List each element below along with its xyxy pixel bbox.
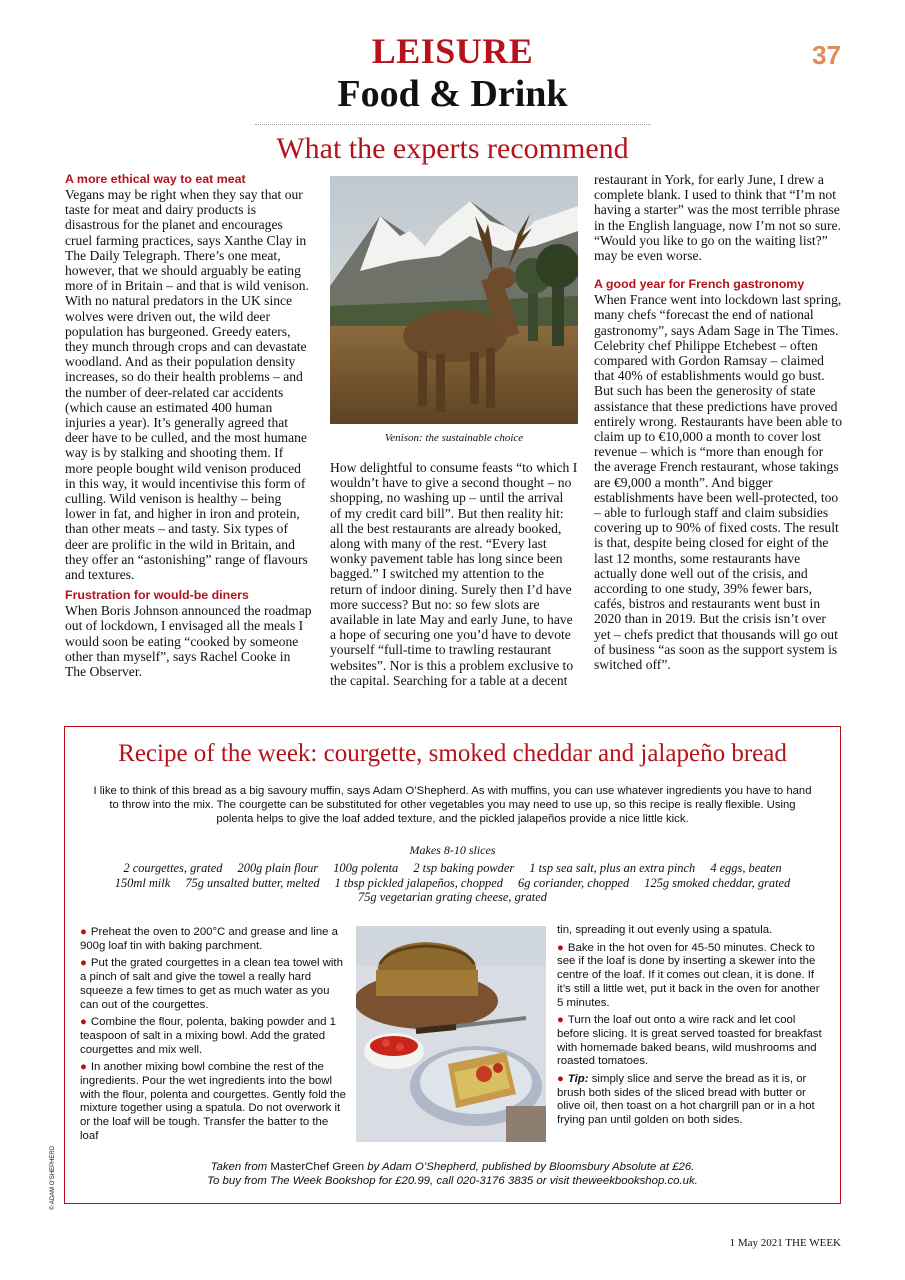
- recipe-intro: I like to think of this bread as a big savoury muffin, says Adam O’Shepherd. As with muffins, you can use whatever ingredients you have to hand to throw into the mix. The courgette can be substituted for other vegetables you may need to use up, so this recipe is really flexible. Using polenta helps to give the loaf added texture, and the pickled jalapeños provide a nice little kick.: [93, 785, 812, 825]
- ingredient-item: 200g plain flour: [237, 861, 319, 875]
- ingredient-list: [90, 861, 815, 905]
- ingredient-item: 125g smoked cheddar, grated: [644, 875, 791, 890]
- courgette-bread-photo: [356, 926, 546, 1142]
- ingredient-item: 2 tsp baking powder: [413, 861, 515, 875]
- recipe-step: ● Bake in the hot oven for 45-50 minutes. Check to see if the loaf is done by inserting a skewer into the centre of the loaf. If it comes out clean, it is done. If it’s still a little wet, put it back in the oven for another 5 minutes.: [557, 941, 820, 1009]
- bullet-icon: ●: [80, 926, 87, 938]
- recipe-steps-right: [557, 924, 827, 1132]
- tip-label: Tip:: [567, 1073, 589, 1086]
- ingredient-item: 150ml milk: [114, 875, 171, 890]
- bullet-icon: ●: [80, 957, 87, 970]
- ingredient-item: 6g coriander, chopped: [518, 875, 630, 890]
- dotted-divider: [255, 124, 651, 125]
- subsection-title: Food & Drink: [337, 73, 568, 115]
- column-left: [65, 172, 313, 679]
- recipe-step-continuation: tin, spreading it out evenly using a spatula.: [557, 924, 773, 936]
- recipe-step: ● In another mixing bowl combine the rest of the ingredients. Pour the wet ingredients into the bowl with the flour, polenta and courgettes. Gently fold the mixture together using a spatula. Do not overwork it or the loaf will be tough. Transfer the batter to the loaf: [80, 1061, 346, 1142]
- book-title: MasterChef Green: [270, 1161, 365, 1173]
- bullet-icon: ●: [80, 1016, 87, 1029]
- section-title: LEISURE: [371, 31, 534, 71]
- ingredient-item: 2 courgettes, grated: [123, 861, 223, 875]
- recipe-step: ● Turn the loaf out onto a wire rack and let cool before slicing. It is great served toasted for breakfast with homemade baked beans, wild mushrooms and roasted tomatoes.: [557, 1014, 822, 1068]
- article-subhead-would-be-diners: Frustration for would-be diners: [65, 588, 249, 603]
- page-headline: What the experts recommend: [276, 132, 629, 165]
- book-credit: Taken from MasterChef Green by Adam O’Shepherd, published by Bloomsbury Absolute at £26. To buy from The Week Bookshop for £20.99, call 020-3176 3835 or visit theweekbookshop.co.uk.: [207, 1161, 698, 1187]
- article-body-would-be-diners-part1: When Boris Johnson announced the roadmap out of lockdown, I envisaged all the meals I would soon be eating “cooked by someone other than myself”, says Rachel Cooke in The Observer.: [65, 603, 312, 680]
- article-body-would-be-diners-part3: restaurant in York, for early June, I drew a complete blank. I used to think that “I’m not having a starter” was the most terrible phrase in the English language, now I’m not so sure. “Would you like to go on the waiting list?” may be even worse.: [594, 172, 841, 264]
- ingredient-item: 100g polenta: [333, 861, 399, 875]
- recipe-tip: ● Tip: simply slice and serve the bread as it is, or brush both sides of the sliced bread with butter or olive oil, then toast on a hot chargrill pan or in a hot frying pan until golden on both sides.: [557, 1073, 815, 1127]
- recipe-step: ● Put the grated courgettes in a clean tea towel with a pinch of salt and give the towel a really hard squeeze a few times to get as much water as you can out of the courgettes.: [80, 957, 343, 1011]
- bullet-icon: ●: [80, 1061, 87, 1074]
- ingredient-item: 75g unsalted butter, melted: [185, 875, 320, 890]
- column-right: [594, 172, 842, 672]
- page-footer: 1 May 2021 THE WEEK: [729, 1237, 841, 1249]
- recipe-title: Recipe of the week: courgette, smoked cheddar and jalapeño bread: [118, 740, 787, 767]
- article-subhead-french-gastronomy: A good year for French gastronomy: [594, 277, 805, 292]
- photo-credit: © ADAM O’SHEPHERD: [50, 1145, 56, 1210]
- ingredient-item: 4 eggs, beaten: [710, 861, 782, 875]
- article-body-would-be-diners-part2: How delightful to consume feasts “to which I wouldn’t have to give a second thought – no shopping, no washing up – until the arrival of my credit card bill”. But then reality hit: all the best restaurants are already booked, along with many of the rest. “Every last wonky pavement table has long since been bagged.” I switched my attention to the return of indoor dining. Surely then I’d have more success? But no: so few slots are available in late May and early June, to have a hope of securing one you’d have to devote yourself “full-time to trawling restaurant websites”. Nor is this a problem exclusive to the capital. Searching for a table at a decent: [330, 460, 578, 688]
- photo-caption: Venison: the sustainable choice: [384, 432, 524, 444]
- recipe-step: ● Preheat the oven to 200°C and grease and line a 900g loaf tin with baking parchment.: [80, 926, 338, 952]
- recipe-yield: Makes 8-10 slices: [409, 843, 496, 857]
- article-body-french-gastronomy: When France went into lockdown last spring, many chefs “forecast the end of national gastronomy”, says Adam Sage in The Times. Celebrity chef Philippe Etchebest – often compared with Gordon Ramsay – claimed that 40% of establishments would go bust. But such has been the generosity of state assistance that these predictions have proved entirely wrong. Restaurants have been able to claim up to €10,000 a month to cover lost revenue – which is “more than enough for the average French restaurant, whose takings are €9,000 a month”. And bigger establishments have been well-protected, too – able to furlough staff and claim subsidies covering up to 90% of fixed costs. The result is that, despite being closed for eight of the last 12 months, some restaurants have actually done well out of the crisis, and according to one study, 39% fewer bars, cafés, bistros and restaurants went bust in 2020 than in 2019. But the crisis isn’t over yet – chefs predict that thousands will go out of business “as soon as the support system is switched off”.: [594, 292, 842, 673]
- column-middle: [330, 460, 578, 688]
- ingredient-item: 1 tbsp pickled jalapeños, chopped: [334, 875, 503, 890]
- article-body-ethical-meat: Vegans may be right when they say that our taste for meat and dairy products is disastrous for the planet and encourages cruel farming practices, says Xanthe Clay in The Daily Telegraph. There’s one meat, however, that we should arguably be eating more of in Britain – and that is wild venison. With no natural predators in the UK since wolves were driven out, the wild deer population has burgeoned. Greedy eaters, they munch through crops and can devastate woodland. And as their population density increases, so do their health problems – and the number of deer-related car accidents (which cause an estimated 400 human injuries a year). It’s generally agreed that deer have to be culled, and the most humane way is by stalking and shooting them. If more people bought wild venison produced in this way, it would incentivise this form of culling. Wild venison is healthy – being lower in fat, and higher in iron and protein, than other meats – and tasty. Six types of deer are prolific in the wild in Britain, and they offer an “astonishing” range of flavours and textures.: [65, 187, 309, 583]
- ingredient-item: 75g vegetarian grating cheese, grated: [358, 890, 547, 904]
- bullet-icon: ●: [557, 941, 564, 954]
- article-subhead-ethical-meat: A more ethical way to eat meat: [65, 172, 246, 186]
- bullet-icon: ●: [557, 1073, 564, 1086]
- recipe-step: ● Combine the flour, polenta, baking powder and 1 teaspoon of salt in a mixing bowl. Add the grated courgettes and mix well.: [80, 1016, 336, 1056]
- page-number: 37: [812, 40, 841, 70]
- recipe-steps-left: [80, 926, 348, 1148]
- bookshop-line: To buy from The Week Bookshop for £20.99, call 020-3176 3835 or visit theweekbookshop.co.uk.: [207, 1175, 698, 1187]
- ingredient-item: 1 tsp sea salt, plus an extra pinch: [529, 861, 696, 875]
- venison-deer-photo: [330, 176, 578, 424]
- bullet-icon: ●: [557, 1014, 564, 1027]
